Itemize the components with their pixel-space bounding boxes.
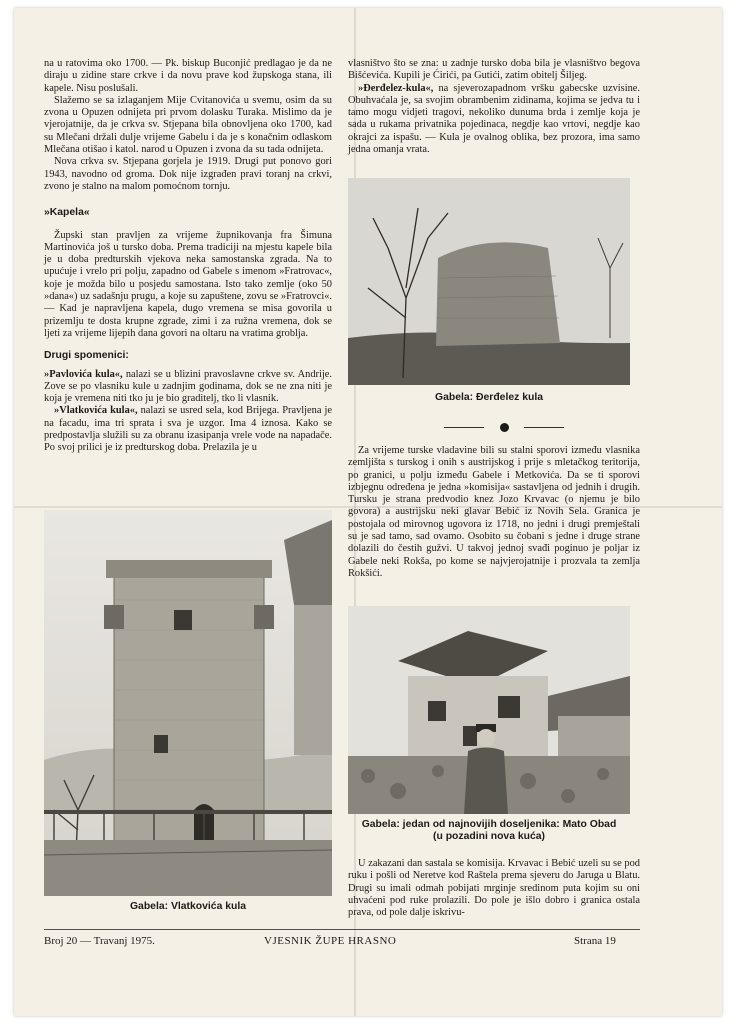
right-column-middle: [348, 445, 640, 580]
footer-publication-title: VJESNIK ŽUPE HRASNO: [264, 935, 397, 947]
footer-issue: Broj 20 — Travanj 1975.: [44, 935, 155, 947]
section-heading-drugi-spomenici: Drugi spomenici:: [44, 350, 129, 362]
photo-derdelez-kula: [348, 178, 630, 385]
section-heading-kapela: »Kapela«: [44, 207, 90, 219]
paragraph: Za vrijeme turske vladavine bili su stalni sporovi između vlasnika zemljišta s turskog i onih s austrijskog i prije s mletačkog teritorija, po granici, u polju između Gabele i Metkovića. Da se ti sporovi izbjegnu određena je jedna »komisija« sastavljena od jednih i drugih. Tursku je strana predvodio knez Jozo Krvavac (o njemu je bilo govora) a austrijsku neki glavar Bebić iz Novih Sela. Granica je postojala od mirovnog ugovora iz 1718, no jedni i drugi premještali su je sad tamo, sad ovamo. Osobito su čobani s jedne i druge strane dolazili do čestih gužvi. U takvoj jednoj svađi poginuo je poljar iz Gabele neki Rokša, po kome se najvjerojatnije i prozvala ta zemlja Rokšići.: [348, 445, 640, 579]
paragraph: »Đerđelez-kula«, na sjeverozapadnom vršku gabecske uzvisine. Obuhvaćala je, sa svojim obrambenim zidinama, kojima se jedva tu i tamo mogu vidjeti tragovi, nekoliko dunuma brda i zemlje koja je sada u rukama privatnika pojedinaca, negdje kao vrtovi, negdje kao okrajci za ispašu. — Kula je ovalnog oblika, bez prozora, ima samo jedna omanja vrata.: [348, 82, 640, 156]
paragraph: U zakazani dan sastala se komisija. Krvavac i Bebić uzeli su se pod ruku i pošli od Neretve kod Raštela prema sjeveru do Jaruga u Blatu. Drugi su imali odmah pobijati mrginje sredinom puta kojim su oni uhvaćeni pod ruke prolazili. Do pole je išlo dobro i granica ostala prava, od pole dalje iskrivu-: [348, 858, 640, 919]
term-derdelez-kula: »Đerđelez-kula«,: [358, 82, 434, 94]
ornament-rule-right: [524, 427, 564, 428]
photo-vlatkovica-kula: [44, 510, 332, 896]
ornament-rule-left: [444, 427, 484, 428]
footer-page-number: Strana 19: [574, 935, 616, 947]
photo-mato-obad: [348, 606, 630, 814]
left-column: [44, 58, 332, 455]
term-pavlovica-kula: »Pavlovića kula«,: [44, 368, 123, 380]
house-photo-illustration: [348, 606, 630, 814]
ruin-photo-illustration: [348, 178, 630, 385]
paragraph: Župski stan pravljen za vrijeme župnikovanja fra Šimuna Martinovića još u tursko doba. Prema tradiciji na mjestu kapele bila je u doba predturskih vjekova neka samostanska zgrada. Na to upućuje i vrelo pri polju, zapadno od Gabele s imenom »Fratrovac«, koje je možda bilo u posjedu samostana. Isto tako zemlje (oko 50 »dana«) uz sadašnju prugu, a koje su zapuštene, zovu se »Fratrovci«. — Kad je napravljena kapela, dugo vremena se misa govorila u prizemlju te dosta krupne zgrade, zimi i za ružna vremena, dok se ljeti za vrijeme lijepih dana govori na oltaru na vratima groblja.: [44, 229, 332, 339]
paragraph: na u ratovima oko 1700. — Pk. biskup Buconjić predlagao je da ne diraju u zidine stare crkve i da novu prave kod župskoga stana, ili kapele. Nisu poslušali.: [44, 58, 332, 94]
ornament-dot: [500, 423, 509, 432]
paragraph: Slažemo se sa izlaganjem Mije Cvitanovića u svemu, osim da su zvona u Opuzen odnijeta pri prvom dolasku Turaka. Mislimo da je vjerojatnije, da je crkva sv. Stjepana bila obnovljena oko 1700, kad su Mlečani držali dulje vrijeme Gabelu i da je s konačnim odlaskom Mlečana otišao i katol. narod u Opuzen i zvona da su tada odnijeta.: [44, 94, 332, 156]
tower-photo-illustration: [44, 510, 332, 896]
term-vlatkovica-kula: »Vlatkovića kula«,: [54, 405, 138, 417]
caption-derdelez-kula: Gabela: Đerđelez kula: [435, 392, 543, 403]
paragraph: »Pavlovića kula«, nalazi se u blizini pravoslavne crkve sv. Andrije. Zove se po vlasniku kule u zadnjim godinama, dok se ne zna niti je koja je vremena niti tko ju je bio graditelj, tko li vlasnik.: [44, 368, 332, 405]
right-column-top: [348, 58, 640, 156]
caption-vlatkovica-kula: Gabela: Vlatkovića kula: [129, 901, 247, 912]
paragraph: vlasništvo što se zna: u zadnje tursko doba bila je vlasništvo begova Bišćevića. Kupili je Ćirići, pa Gutići, zatim obitelj Šiljeg.: [348, 58, 640, 82]
caption-mato-obad: Gabela: jedan od najnovijih doseljenika: Mato Obad (u pozadini nova kuća): [361, 819, 617, 842]
paragraph: Nova crkva sv. Stjepana gorjela je 1919. Drugi put ponovo gori 1943, navodno od groma. Dok nije izgrađen pravi toranj na crkvi, zvono je stalno na malom pomoćnom tornju.: [44, 156, 332, 192]
paragraph: »Vlatkovića kula«, nalazi se usred sela, kod Brijega. Pravljena je na facadu, ima tri sprata i sva je uzgor. Ima 4 iznosa. Kako se predpostavlja služili su za obranu izasipanja vrele vode na napadače. Po svoj prilici je iz predturskog doba. Prelazila je u: [44, 405, 332, 454]
footer-rule: [44, 929, 640, 930]
right-column-bottom: [348, 858, 640, 919]
newspaper-page: [14, 8, 722, 1016]
